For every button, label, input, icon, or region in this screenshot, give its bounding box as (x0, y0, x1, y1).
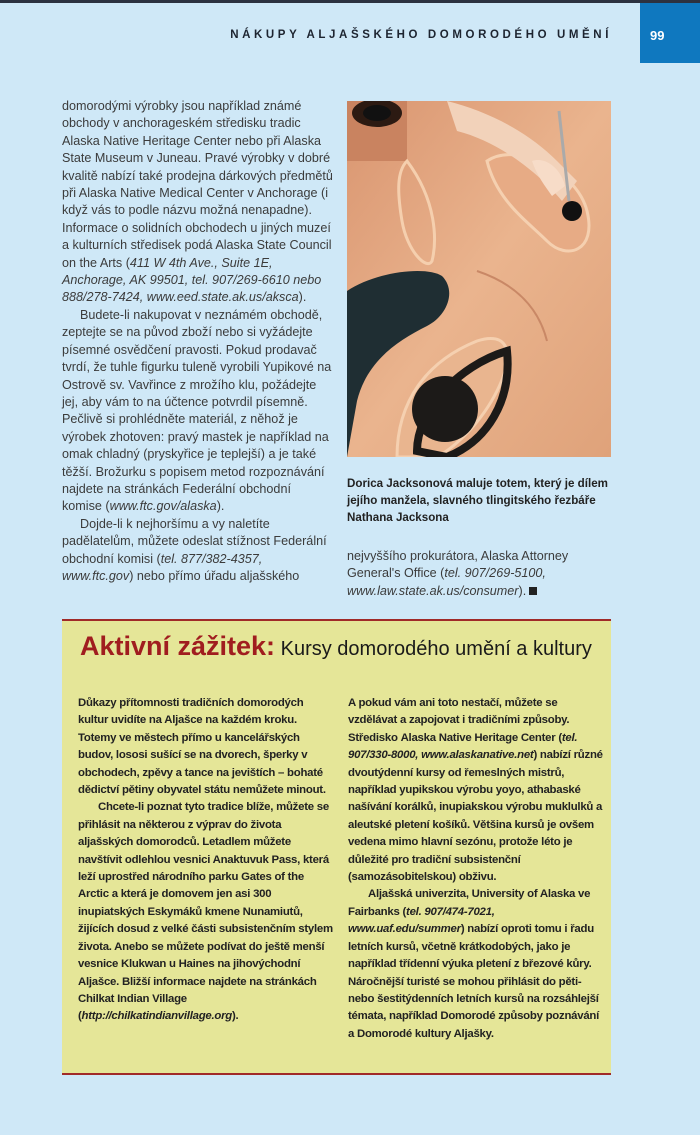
contact-info: 411 W 4th Ave., Suite 1E, Anchorage, AK 99501, tel. 907/269-6610 nebo 888/278-7424, www.eed.state.ak.us/aksca (62, 255, 322, 305)
organization-name: University of Alaska ve Fairbanks (348, 888, 591, 918)
paragraph (348, 695, 603, 886)
sidebar-box (62, 619, 611, 1075)
text: ( (555, 731, 562, 744)
photo-caption: Dorica Jacksonová maluje totem, který je dílem jejího manžela, slavného tlingitského řezbáře Nathana Jacksona (347, 477, 608, 524)
page-number-tab (640, 3, 700, 63)
text: ). (298, 290, 307, 305)
box-title-rest: Kursy domorodého umění a kultury (280, 638, 592, 660)
top-rule (0, 0, 700, 3)
text: ) nabízí oproti tomu i řadu letních kursů, včetně krátkodobých, jako je například třídenní výuka pletení z březové kůry. Náročnější turisté se mohou přihlásit do pěti- nebo šestitýdenních letních kursů na rozsáhlejší témata, například Domorodé způsoby poznávání a Domorodé kultury Aljašky. (348, 923, 600, 1040)
text: A pokud vám ani toto nestačí, můžete se vzdělávat a zapojovat i tradičními způsoby. Středisko (348, 697, 570, 744)
totem-illustration (347, 101, 611, 457)
text: Chcete-li poznat tyto tradice blíže, můžete se přihlásit na některou z výprav do života aljašských domorodců. Letadlem můžete navštívit odlehlou vesnici Anaktuvuk Pass, která leží uprostřed národního parku Gates of the Arctic a která je domovem jen asi 300 inupiatských Eskymáků kmene Nunamiutů, žijících dosud z velké části subsistenčním stylem života. Anebo se můžete podívat do ještě menší vesnice Klukwan u Haines na jihovýchodní Aljašce. Bližší informace najdete na stránkách (78, 801, 333, 988)
paragraph (62, 98, 334, 307)
text: domorodými výrobky jsou například známé obchody v anchorageském středisku tradic Alaska Native Heritage Center nebo při Alaska State Museum v Juneau. Pravé výrobky v dobré kvalitě nabízí také prodejna dárkových předmětů při Alaska Native Medical Center v Anchorage (i když vás to podle názvu možná nenapadne). Informace o solidních obchodech u jiných muzeí a kulturních středisek podá Alaska State Council on the Arts ( (62, 99, 333, 270)
text: Dojde-li k nejhoršímu a vy naletíte padělatelům, můžete odeslat stížnost Federální obchodní komisi ( (62, 516, 327, 566)
paragraph (348, 886, 603, 1043)
contact-info: tel. 907/330-8000, www.alaskanative.net (348, 731, 578, 762)
text: ). (518, 583, 527, 598)
totem-photo (347, 101, 611, 457)
right-column-continuation (347, 548, 617, 600)
paragraph (62, 516, 334, 586)
contact-info: tel. 907/269-5100, www.law.state.ak.us/consumer (347, 566, 546, 598)
box-left-column (78, 695, 333, 1026)
contact-info: tel. 877/382-4357, www.ftc.gov (62, 551, 263, 583)
end-of-article-mark (529, 587, 537, 595)
box-title (80, 631, 600, 661)
contact-info: tel. 907/474-7021, www.uaf.edu/summer (348, 905, 495, 936)
organization-name: Alaska Native Heritage Center (400, 731, 556, 744)
box-title-lead: Aktivní zážitek: (80, 631, 276, 661)
left-column (62, 98, 334, 585)
text: nejvyššího prokurátora, Alaska Attorney General's Office ( (347, 549, 569, 581)
text: Aljašská univerzita, (368, 888, 472, 901)
box-right-column (348, 695, 603, 1043)
paragraph (78, 799, 333, 1025)
running-head: NÁKUPY ALJAŠSKÉHO DOMORODÉHO UMĚNÍ (230, 29, 612, 41)
text: ( (399, 905, 407, 918)
paragraph: Důkazy přítomnosti tradičních domorodých kultur uvidíte na Aljašce na každém kroku. Totemy ve městech přímo u kancelářských budov, lososi sušící se na dvorech, šperky v obchodech, zpěvy a tance na jevištích – bohaté dědictví pětiny obyvatel státu nemůžete minout. (78, 697, 326, 797)
text: ( (78, 1010, 82, 1023)
url: www.ftc.gov/alaska (109, 499, 217, 514)
organization-name: Chilkat Indian Village (78, 992, 187, 1005)
text: ) nabízí různé dvoutýdenní kursy od řemeslných mistrů, například yupikskou výrobu yoyo, athabaské našívání korálků, inupiakskou výrobu muklulků a aleutské pletení košíků. Většina kursů je ovšem vedena mimo hlavní sezónu, protože léto je důležité pro tradiční subsistenční (samozásobitelskou) obživu. (348, 749, 603, 884)
url: http://chilkatindianvillage.org (81, 1010, 233, 1023)
text: ) nebo přímo úřadu aljašského (129, 568, 300, 583)
text: Budete-li nakupovat v neznámém obchodě, zeptejte se na původ zboží nebo si vyžádejte písemné osvědčení pravosti. Pokud prodavač tvrdí, že tuhle figurku tuleně vyrobili Yupikové na Ostrově sv. Vavřince z mrožího klu, požádejte jej, aby vám to na účtence potvrdil písemně. Pečlivě si prohlédněte materiál, z něhož je výrobek zhotoven: pravý mastek je například na omak chladný (pryskyřice je teplejší) a je také těžší. Brožurku s popisem metod rozpoznávání najdete na stránkách Federální obchodní komise ( (62, 307, 332, 514)
paragraph (62, 307, 334, 516)
text: ). (216, 499, 225, 514)
page-number: 99 (650, 28, 665, 43)
text: ). (232, 1010, 239, 1023)
